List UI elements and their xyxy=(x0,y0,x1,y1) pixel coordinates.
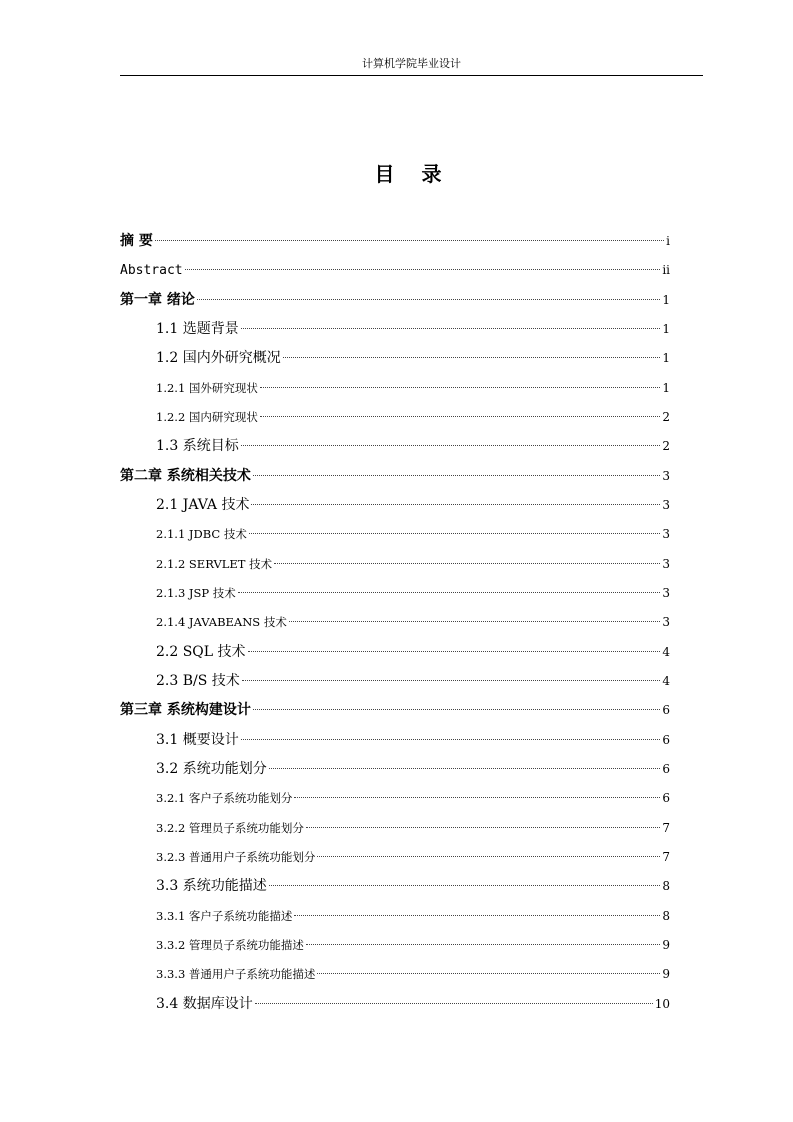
toc-entry-page: 4 xyxy=(662,674,670,688)
toc-leader-dots xyxy=(249,532,660,534)
toc-entry-subsection[interactable] xyxy=(156,818,670,838)
toc-entry-label: 3.2 系统功能划分 xyxy=(156,761,267,777)
toc-entry-page: 10 xyxy=(654,997,670,1011)
toc-leader-dots xyxy=(241,444,661,446)
toc-entry-subsection[interactable] xyxy=(156,554,670,574)
toc-leader-dots xyxy=(155,239,664,241)
toc-leader-dots xyxy=(274,562,660,564)
toc-entry-label: 1.2 国内外研究概况 xyxy=(156,350,281,366)
toc-entry-label: 第一章 绪论 xyxy=(120,292,195,308)
toc-leader-dots xyxy=(238,591,661,593)
toc-entry-page: 4 xyxy=(662,645,670,659)
toc-entry-page: 8 xyxy=(662,909,670,923)
toc-entry-section[interactable] xyxy=(156,319,670,339)
toc-entry-page: i xyxy=(666,234,670,248)
toc-entry-chapter-2[interactable] xyxy=(120,466,670,486)
toc-entry-label: 2.2 SQL 技术 xyxy=(156,644,246,660)
toc-entry-label: 3.2.2 管理员子系统功能划分 xyxy=(156,821,304,835)
toc-leader-dots xyxy=(269,884,661,886)
toc-entry-page: 7 xyxy=(662,821,670,835)
toc-entry-subsection[interactable] xyxy=(156,524,670,544)
toc-entry-page: 8 xyxy=(662,879,670,893)
toc-entry-page: 3 xyxy=(662,498,670,512)
header-text: 计算机学院毕业设计 xyxy=(362,57,461,70)
toc-entry-section[interactable] xyxy=(156,759,670,779)
toc-leader-dots xyxy=(317,855,660,857)
toc-entry-page: 3 xyxy=(662,527,670,541)
toc-entry-label: 3.2.3 普通用户子系统功能划分 xyxy=(156,850,316,864)
toc-leader-dots xyxy=(241,327,661,329)
toc-entry-label: 2.1.4 JAVABEANS 技术 xyxy=(156,615,287,629)
toc-entry-page: 1 xyxy=(662,351,670,365)
toc-entry-page: 6 xyxy=(662,762,670,776)
toc-entry-page: 2 xyxy=(662,439,670,453)
toc-entry-label: 3.4 数据库设计 xyxy=(156,996,253,1012)
toc-entry-page: 6 xyxy=(662,791,670,805)
toc-entry-page: ii xyxy=(662,263,670,277)
toc-leader-dots xyxy=(185,268,661,270)
toc-entry-page: 3 xyxy=(662,469,670,483)
toc-entry-label: 3.1 概要设计 xyxy=(156,732,239,748)
toc-entry-label: 1.2.1 国外研究现状 xyxy=(156,381,258,395)
toc-entry-section[interactable] xyxy=(156,876,670,896)
toc-entry-page: 3 xyxy=(662,615,670,629)
toc-leader-dots xyxy=(294,796,660,798)
toc-entry-label: 3.3 系统功能描述 xyxy=(156,878,267,894)
toc-entry-label: 1.2.2 国内研究现状 xyxy=(156,410,258,424)
toc-entry-chapter-3[interactable] xyxy=(120,700,670,720)
toc-entry-subsection[interactable] xyxy=(156,378,670,398)
toc-entry-subsection[interactable] xyxy=(156,612,670,632)
toc-entry-page: 9 xyxy=(662,967,670,981)
toc-entry-abstract-en[interactable] xyxy=(120,260,670,280)
toc-entry-subsection[interactable] xyxy=(156,935,670,955)
toc-leader-dots xyxy=(251,503,660,505)
toc-entry-label: 2.1.2 SERVLET 技术 xyxy=(156,557,273,571)
page-header xyxy=(120,57,703,76)
toc-entry-section[interactable] xyxy=(156,495,670,515)
toc-entry-section[interactable] xyxy=(156,671,670,691)
toc-entry-label: 3.2.1 客户子系统功能划分 xyxy=(156,791,293,805)
toc-entry-label: 3.3.1 客户子系统功能描述 xyxy=(156,909,293,923)
toc-entry-label: 2.3 B/S 技术 xyxy=(156,673,240,689)
toc-entry-label: 第二章 系统相关技术 xyxy=(120,468,251,484)
toc-entry-page: 9 xyxy=(662,938,670,952)
toc-entry-subsection[interactable] xyxy=(156,788,670,808)
toc-entry-page: 1 xyxy=(662,381,670,395)
toc-leader-dots xyxy=(317,972,660,974)
toc-entry-page: 3 xyxy=(662,557,670,571)
toc-leader-dots xyxy=(242,679,661,681)
toc-leader-dots xyxy=(260,415,660,417)
toc-entry-label: Abstract xyxy=(120,263,183,278)
toc-entry-subsection[interactable] xyxy=(156,847,670,867)
toc-entry-label: 3.3.3 普通用户子系统功能描述 xyxy=(156,967,316,981)
toc-leader-dots xyxy=(306,943,660,945)
toc-entry-subsection[interactable] xyxy=(156,906,670,926)
toc-entry-subsection[interactable] xyxy=(156,583,670,603)
toc-entry-page: 6 xyxy=(662,703,670,717)
toc-entry-page: 3 xyxy=(662,586,670,600)
toc-entry-label: 2.1.1 JDBC 技术 xyxy=(156,527,247,541)
toc-entry-page: 1 xyxy=(662,293,670,307)
toc-leader-dots xyxy=(253,708,660,710)
toc-entry-label: 第三章 系统构建设计 xyxy=(120,702,251,718)
toc-entry-label: 2.1.3 JSP 技术 xyxy=(156,586,236,600)
toc-entry-page: 2 xyxy=(662,410,670,424)
page-title: 目 录 xyxy=(374,162,452,186)
toc-entry-label: 1.3 系统目标 xyxy=(156,438,239,454)
toc-leader-dots xyxy=(248,650,661,652)
toc-entry-subsection[interactable] xyxy=(156,407,670,427)
toc-entry-abstract-cn[interactable] xyxy=(120,231,670,251)
toc-entry-section[interactable] xyxy=(156,730,670,750)
toc-leader-dots xyxy=(269,767,661,769)
toc-entry-section[interactable] xyxy=(156,994,670,1014)
toc-entry-subsection[interactable] xyxy=(156,964,670,984)
toc-leader-dots xyxy=(294,914,660,916)
toc-entry-page: 7 xyxy=(662,850,670,864)
toc-leader-dots xyxy=(283,356,661,358)
toc-entry-label: 3.3.2 管理员子系统功能描述 xyxy=(156,938,304,952)
toc-leader-dots xyxy=(260,386,660,388)
toc-leader-dots xyxy=(253,474,660,476)
toc-entry-label: 摘 要 xyxy=(120,233,153,249)
toc-entry-page: 1 xyxy=(662,322,670,336)
toc-entry-section[interactable] xyxy=(156,436,670,456)
toc-entry-section[interactable] xyxy=(156,642,670,662)
toc-entry-chapter-1[interactable] xyxy=(120,290,670,310)
toc-leader-dots xyxy=(241,738,661,740)
toc-leader-dots xyxy=(306,826,660,828)
toc-leader-dots xyxy=(255,1002,653,1004)
toc-entry-label: 1.1 选题背景 xyxy=(156,321,239,337)
toc-leader-dots xyxy=(197,298,660,300)
toc-leader-dots xyxy=(289,620,661,622)
toc-entry-page: 6 xyxy=(662,733,670,747)
toc-entry-section[interactable] xyxy=(156,348,670,368)
toc-entry-label: 2.1 JAVA 技术 xyxy=(156,497,250,513)
